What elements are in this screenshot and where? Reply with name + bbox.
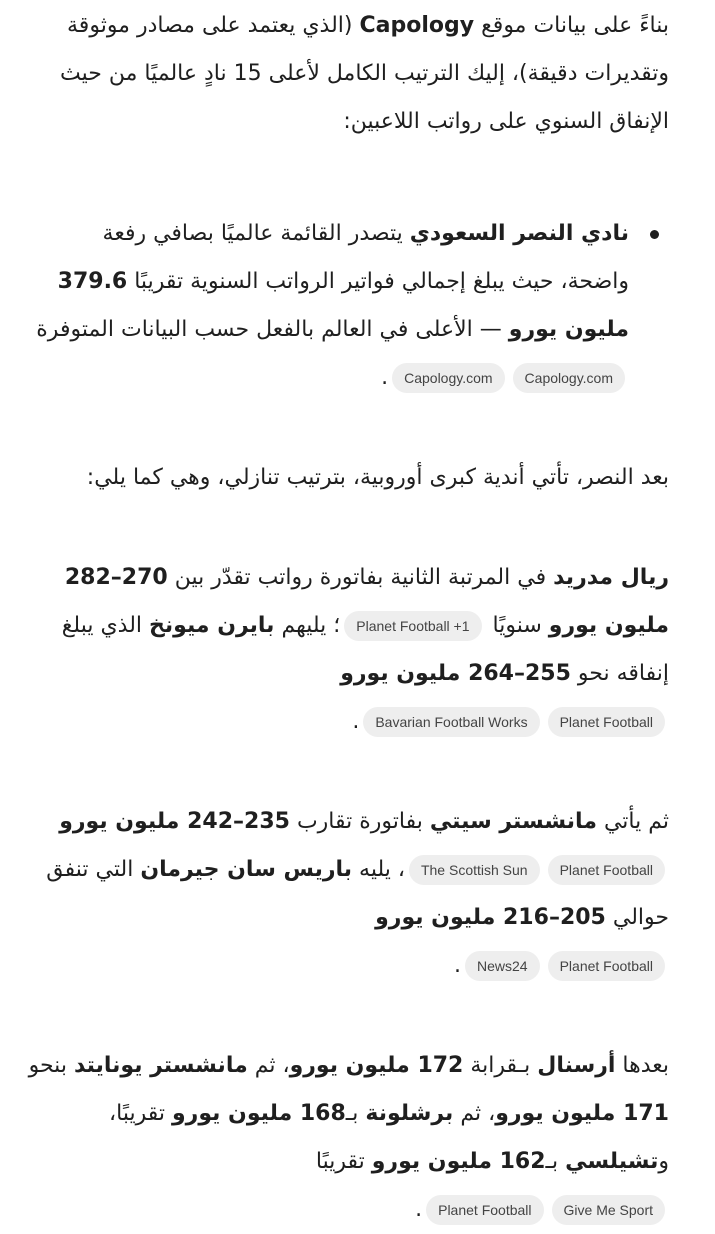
period: . xyxy=(454,953,461,978)
club-name: أرسنال xyxy=(537,1053,616,1078)
para-text: تقريبًا، و xyxy=(109,1101,669,1174)
source-chip[interactable]: Give Me Sport xyxy=(552,1195,665,1225)
intro-text: (الذي يعتمد على مصادر موثوقة وتقديرات دقيقة)، إليك الترتيب الكامل لأعلى 15 نادٍ عالميًا من حيث الإنفاق السنوي على رواتب اللاعبين: xyxy=(60,13,669,134)
club-name: مانشستر سيتي xyxy=(429,809,597,834)
para-text: في المرتبة الثانية بفاتورة رواتب تقدّر بين xyxy=(167,565,554,590)
source-chip[interactable]: Capology.com xyxy=(513,363,625,393)
bullet-dot-icon xyxy=(650,230,659,239)
source-chip[interactable]: Planet Football xyxy=(548,951,665,981)
source-chip[interactable]: News24 xyxy=(465,951,540,981)
source-chip[interactable]: Capology.com xyxy=(392,363,504,393)
paragraph-arsenal-chelsea xyxy=(28,1042,669,1234)
paragraph-intro-europe: بعد النصر، تأتي أندية كبرى أوروبية، بترتيب تنازلي، وهي كما يلي: xyxy=(86,465,669,490)
para-text: التي تنفق حوالي xyxy=(46,857,669,930)
wage-amount: 270–282 مليون يورو xyxy=(64,565,669,638)
club-name: نادي النصر السعودي xyxy=(409,221,629,246)
para-text: ، يليه xyxy=(352,857,405,882)
bullet-text: يتصدر القائمة عالميًا بصافي رفعة واضحة، حيث يبلغ إجمالي فواتير الرواتب السنوية تقريبًا xyxy=(102,221,629,294)
para-text: ؛ يليهم xyxy=(274,613,341,638)
wage-amount: 205–216 مليون يورو xyxy=(375,905,606,930)
source-chip[interactable]: Planet Football xyxy=(548,707,665,737)
para-text: بفاتورة تقارب xyxy=(289,809,430,834)
club-name: بايرن ميونخ xyxy=(149,613,275,638)
source-chip[interactable]: Planet Football xyxy=(548,855,665,885)
period: . xyxy=(352,709,360,734)
club-name: مانشستر يونايتد xyxy=(73,1053,248,1078)
wage-amount: 379.6 مليون يورو xyxy=(57,269,629,342)
wage-amount: 168 مليون يورو xyxy=(171,1101,346,1126)
wage-amount: 171 مليون يورو xyxy=(495,1101,669,1126)
para-text: بـقرابة xyxy=(463,1053,538,1078)
para-text: ، ثم xyxy=(453,1101,496,1126)
club-name: برشلونة xyxy=(365,1101,454,1126)
para-text: ثم يأتي xyxy=(596,809,669,834)
wage-amount: 255–264 مليون يورو xyxy=(340,661,571,686)
para-text: سنويًا xyxy=(492,613,549,638)
period: . xyxy=(415,1197,423,1222)
source-chip[interactable]: Planet Football xyxy=(426,1195,543,1225)
para-text: ، ثم xyxy=(247,1053,290,1078)
paragraph-city-psg xyxy=(28,798,669,990)
source-chip[interactable]: Planet Football +1 xyxy=(344,611,481,641)
intro-bold: Capology xyxy=(359,13,475,38)
club-name: تشيلسي xyxy=(565,1149,659,1174)
para-text: بنحو xyxy=(28,1053,74,1078)
para-text: تقريبًا xyxy=(315,1149,372,1174)
wage-amount: 172 مليون يورو xyxy=(289,1053,464,1078)
bullet-text: — الأعلى في العالم بالفعل حسب البيانات المتوفرة xyxy=(36,317,509,342)
wage-amount: 235–242 مليون يورو xyxy=(59,809,290,834)
wage-amount: 162 مليون يورو xyxy=(371,1149,546,1174)
source-chip[interactable]: The Scottish Sun xyxy=(409,855,540,885)
bullet-list xyxy=(28,210,669,402)
club-name: ريال مدريد xyxy=(553,565,669,590)
para-text: الذي يبلغ إنفاقه نحو xyxy=(61,613,669,686)
intro-paragraph xyxy=(28,2,669,146)
intro-text: بناءً على بيانات موقع xyxy=(474,13,669,38)
club-name: باريس سان جيرمان xyxy=(140,857,353,882)
list-item xyxy=(28,210,629,402)
period: . xyxy=(381,365,389,390)
para-text: بـ xyxy=(345,1101,366,1126)
para-text: بـ xyxy=(545,1149,566,1174)
para-text: بعدها xyxy=(615,1053,669,1078)
paragraph-real-bayern xyxy=(28,554,669,746)
source-chip[interactable]: Bavarian Football Works xyxy=(363,707,539,737)
